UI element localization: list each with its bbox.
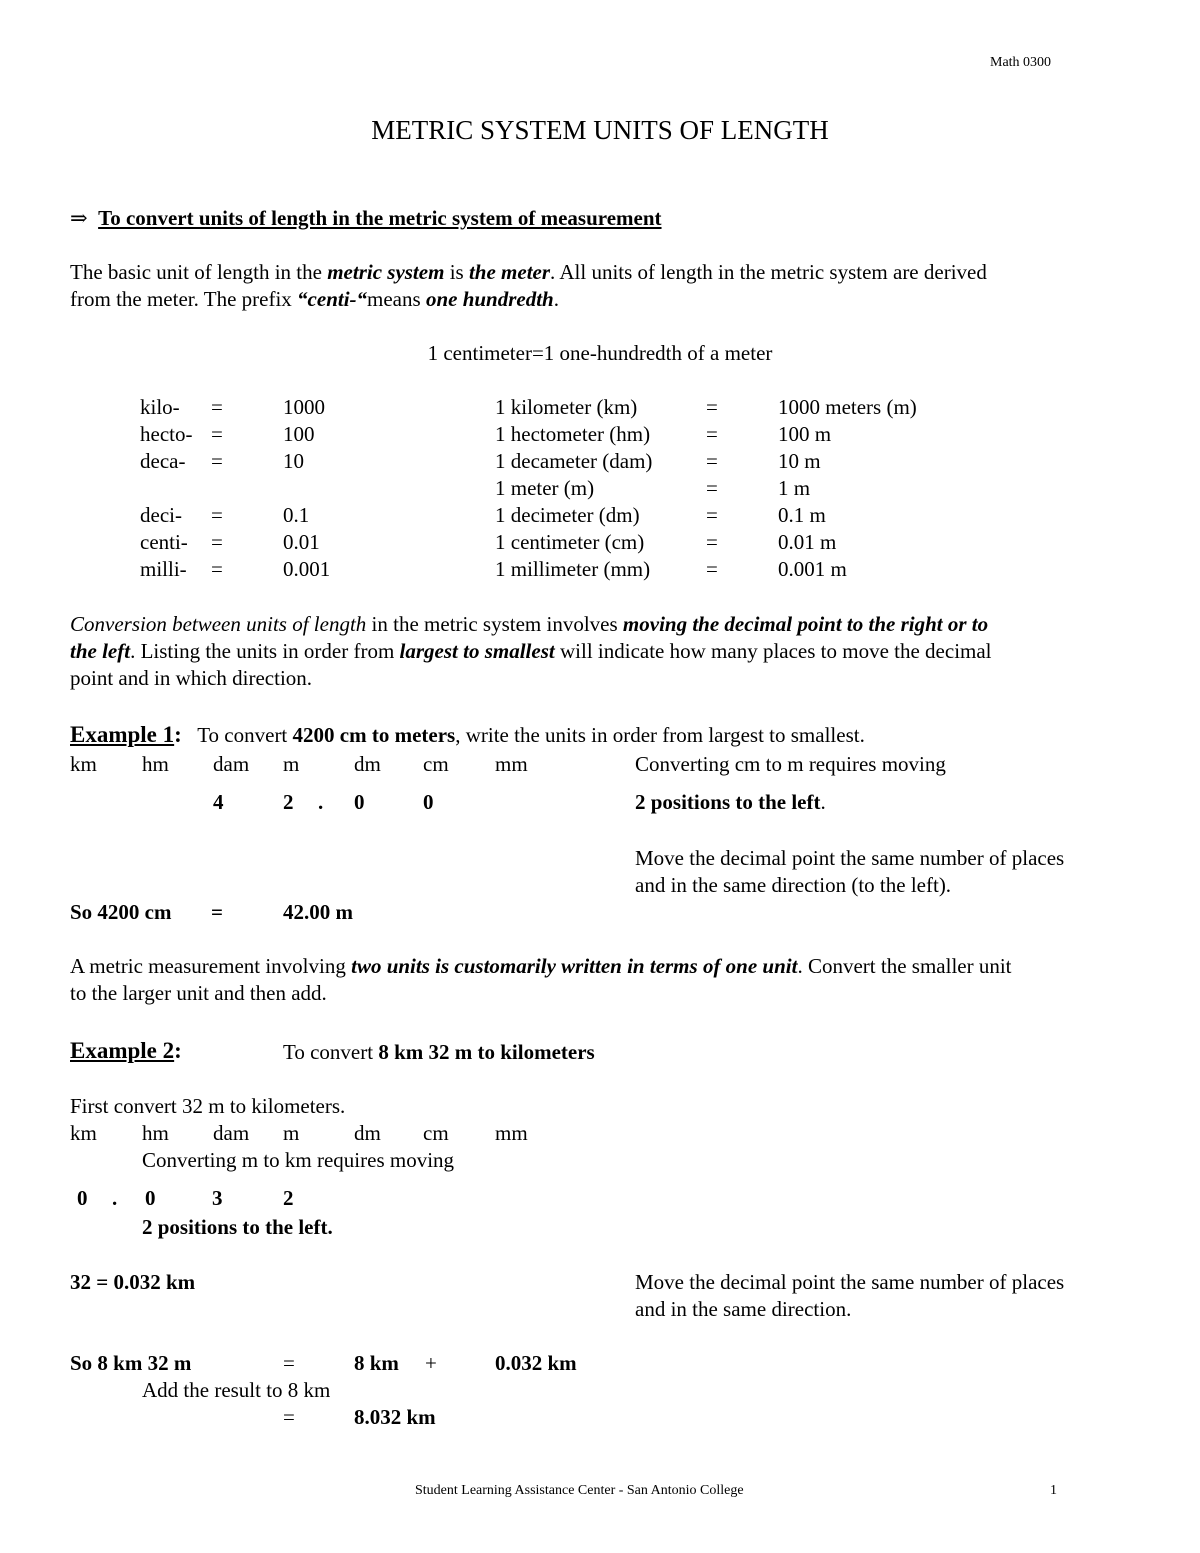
prefix-table-cell-value: 0.1 m (778, 503, 826, 527)
intro-line-1: The basic unit of length in the metric system is the meter. All units of length in the metric system are derived (70, 260, 987, 284)
section-heading (70, 205, 662, 232)
prefix-table-row (0, 502, 1200, 529)
example-2-digits-row (0, 1185, 1200, 1213)
unit-label: dm (354, 752, 381, 776)
intro-line-2: from the meter. The prefix “centi-“means one hundredth. (70, 287, 559, 311)
prefix-table-cell-eq: = (211, 449, 223, 473)
prefix-table-cell-prefix: hecto- (140, 422, 193, 446)
example-2-digit: 3 (212, 1186, 223, 1210)
prefix-table-cell-prefix: centi- (140, 530, 188, 554)
example-2-first: First convert 32 m to kilometers. (70, 1094, 346, 1118)
example-1-digit: 4 (213, 790, 224, 814)
unit-label: cm (423, 1121, 449, 1145)
conversion-line-1: Conversion between units of length in the metric system involves moving the decimal point to the right or to (70, 612, 989, 636)
prefix-table-cell-unit: 1 kilometer (km) (495, 395, 638, 419)
prefix-table-cell-prefix: deci- (140, 503, 182, 527)
prefix-table-cell-eq2: = (706, 503, 718, 527)
prefix-table-row (0, 475, 1200, 502)
example-1-digit: 2 (283, 790, 294, 814)
prefix-table-cell-eq2: = (706, 449, 718, 473)
conversion-line-3: point and in which direction. (70, 666, 313, 690)
unit-label: km (70, 752, 97, 776)
prefix-table-cell-value: 1 m (778, 476, 811, 500)
example-2-sum-plus: + (425, 1351, 437, 1375)
prefix-table-cell-factor: 0.01 (283, 530, 320, 554)
page-title: METRIC SYSTEM UNITS OF LENGTH (371, 115, 829, 145)
prefix-table-cell-eq2: = (706, 557, 718, 581)
prefix-table-cell-eq2: = (706, 530, 718, 554)
example-1-digits-row (0, 789, 1200, 817)
example-1-result-left: So 4200 cm (70, 900, 172, 924)
centimeter-definition: 1 centimeter=1 one-hundredth of a meter (427, 341, 773, 365)
example-1-positions: 2 positions to the left. (635, 790, 826, 814)
unit-label: cm (423, 752, 449, 776)
example-1-move-line-1: Move the decimal point the same number of places (635, 846, 1065, 870)
example-2-task: To convert 8 km 32 m to kilometers (283, 1040, 595, 1064)
arrow-icon: ⇒ (70, 206, 88, 230)
example-2-digit: 2 (283, 1186, 294, 1210)
prefix-table-cell-factor: 0.001 (283, 557, 331, 581)
conversion-line-2: the left. Listing the units in order from largest to smallest will indicate how many places to move the decimal (70, 639, 992, 663)
prefix-table-cell-value: 0.01 m (778, 530, 837, 554)
example-1-digit: . (318, 790, 324, 814)
unit-label: m (283, 1121, 300, 1145)
prefix-table-cell-prefix: deca- (140, 449, 186, 473)
unit-label: mm (495, 752, 528, 776)
prefix-table-cell-value: 1000 meters (m) (778, 395, 917, 419)
prefix-table-cell-factor: 100 (283, 422, 315, 446)
example-2-sum-left: So 8 km 32 m (70, 1351, 192, 1375)
prefix-table-row (0, 529, 1200, 556)
example-2-move-line-1: Move the decimal point the same number of places (635, 1270, 1065, 1294)
unit-label: dam (213, 1121, 250, 1145)
example-2-note: Converting m to km requires moving (142, 1148, 455, 1172)
prefix-table-cell-prefix: milli- (140, 557, 187, 581)
prefix-table-cell-eq: = (211, 422, 223, 446)
example-1-units-row (0, 751, 1200, 779)
prefix-table-cell-eq: = (211, 503, 223, 527)
example-2-move-line-2: and in the same direction. (635, 1297, 852, 1321)
prefix-table-cell-prefix: kilo- (140, 395, 180, 419)
prefix-table-cell-unit: 1 centimeter (cm) (495, 530, 645, 554)
prefix-table-cell-factor: 10 (283, 449, 304, 473)
prefix-table-cell-value: 10 m (778, 449, 821, 473)
prefix-table-row (0, 421, 1200, 448)
unit-label: dam (213, 752, 250, 776)
two-units-line-1: A metric measurement involving two units is customarily written in terms of one unit. Convert the smaller unit (70, 954, 1012, 978)
unit-label: m (283, 752, 300, 776)
prefix-table-cell-unit: 1 decimeter (dm) (495, 503, 640, 527)
unit-label: hm (142, 752, 169, 776)
example-1-note: Converting cm to m requires moving (635, 752, 946, 776)
prefix-table-cell-factor: 0.1 (283, 503, 310, 527)
prefix-table-cell-eq: = (211, 557, 223, 581)
prefix-table-cell-eq: = (211, 395, 223, 419)
example-1-digit: 0 (354, 790, 365, 814)
prefix-table-cell-eq2: = (706, 395, 718, 419)
course-code: Math 0300 (990, 55, 1052, 70)
prefix-table-cell-factor: 1000 (283, 395, 325, 419)
prefix-table-cell-eq: = (211, 530, 223, 554)
unit-label: mm (495, 1121, 528, 1145)
prefix-table-cell-unit: 1 millimeter (mm) (495, 557, 651, 581)
example-2-add-text: Add the result to 8 km (142, 1378, 331, 1402)
example-2-final-eq: = (283, 1405, 295, 1429)
footer-center: Student Learning Assistance Center - San Antonio College (415, 1483, 744, 1498)
example-2-sum-a: 8 km (354, 1351, 399, 1375)
prefix-table-cell-eq2: = (706, 476, 718, 500)
prefix-table-cell-unit: 1 hectometer (hm) (495, 422, 651, 446)
example-2-equation: 32 = 0.032 km (70, 1270, 196, 1294)
unit-label: dm (354, 1121, 381, 1145)
example-2-digit: 0 (77, 1186, 88, 1210)
example-2-positions: 2 positions to the left. (142, 1215, 333, 1239)
example-2-final: 8.032 km (354, 1405, 436, 1429)
example-1-heading: Example 1: To convert 4200 cm to meters, write the units in order from largest to smallest. (70, 722, 865, 747)
example-1-digit: 0 (423, 790, 434, 814)
prefix-table-row (0, 394, 1200, 421)
example-2-digit: 0 (145, 1186, 156, 1210)
example-1-result-eq: = (211, 900, 223, 924)
example-2-digit: . (112, 1186, 118, 1210)
prefix-table-cell-value: 0.001 m (778, 557, 847, 581)
example-2-sum-b: 0.032 km (495, 1351, 577, 1375)
unit-label: km (70, 1121, 97, 1145)
example-1-move-line-2: and in the same direction (to the left). (635, 873, 952, 897)
example-2-sum-eq: = (283, 1351, 295, 1375)
prefix-table-cell-value: 100 m (778, 422, 832, 446)
unit-label: hm (142, 1121, 169, 1145)
prefix-table-cell-unit: 1 meter (m) (495, 476, 595, 500)
prefix-table-cell-eq2: = (706, 422, 718, 446)
page-number: 1 (1050, 1483, 1057, 1498)
prefix-table-cell-unit: 1 decameter (dam) (495, 449, 653, 473)
example-1-result-right: 42.00 m (283, 900, 353, 924)
section-heading-text: To convert units of length in the metric system of measurement (98, 206, 662, 230)
prefix-table-row (0, 556, 1200, 583)
example-2-units-row (0, 1120, 1200, 1148)
example-2-heading: Example 2: (70, 1038, 182, 1063)
two-units-line-2: to the larger unit and then add. (70, 981, 327, 1005)
prefix-table-row (0, 448, 1200, 475)
